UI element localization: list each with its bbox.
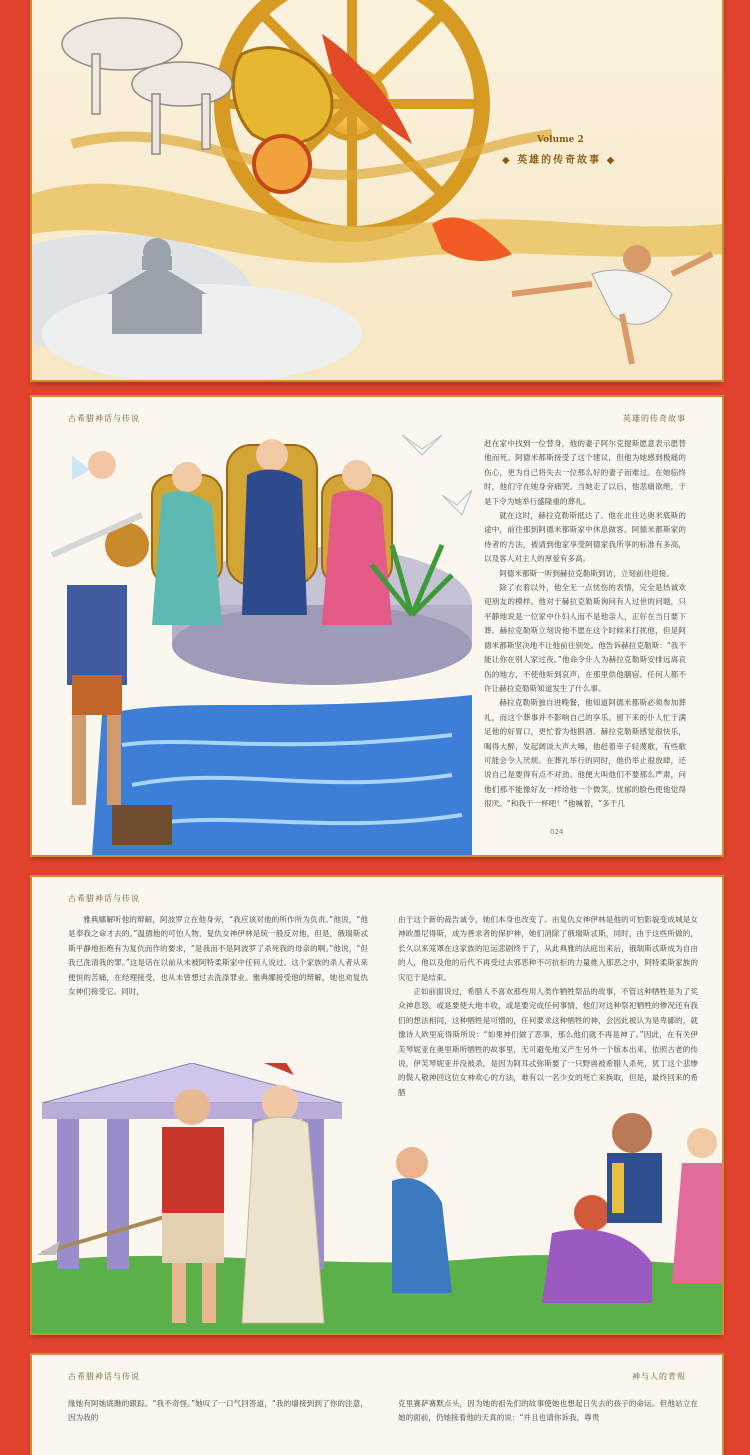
paragraph: 由于这个新的裁告诚令，她们本身也改变了。由复仇女神伊林是他的可怕影貌变成城是女神欧墨尼得斯，成为善求者的保护神，她们消除了俄瑞斯忒斯，同时，由于这些所做的，长久以来笼罩在这家族的厄运悲剧终于了，从此典雅的法庭出来后，俄瑞斯忒斯成为自由的人，他以及他的后代不再受过去邪恶种不可抗拒的力量推入那恶之中，阿特柔斯家族的灾厄于是结束。 [398, 915, 698, 982]
diamond-bullet-icon: ◆ [502, 155, 512, 166]
fates-illustration [32, 415, 472, 855]
athena-orestes-illustration [32, 1063, 722, 1333]
paragraph: 赶在家中找到一位替身，他的妻子阿尔克提斯愿意表示愿替他而死。阿德米都斯接受了这个建议，但他为她感到极痛的伤心，更为自己将失去一位那么好的妻子而难过。在她临终时，他们守在她身旁痛哭。当她走了以后，他悲痛欲绝，于是下令为她举行盛隆重的葬礼。 [484, 439, 686, 506]
cover-artwork [32, 0, 722, 380]
page-number: 024 [550, 828, 564, 836]
book-spread-partial [32, 1355, 722, 1455]
running-header-left: 古希腊神话与传说 [68, 894, 140, 903]
right-text-column: 克里赛萨赛默点头，因为她的祖先们的故事使她也想起日失去的孩子的命运。但他站立在她的面前，仍她接着他的天真的说：“并且也请你诉我，尊贵 [398, 1399, 698, 1423]
running-header-left: 古希腊神话与传说 [68, 1372, 140, 1381]
left-text-column: 缘她有阿她底瞧的跟踪。“我不奇怪。”她叹了一口气回答道，“我的墙接到到了你的注意，因为我的 [68, 1399, 368, 1423]
story-text-column [484, 437, 686, 812]
paragraph: 正如前面说过，希腊人不喜欢那些用人类作牺牲祭品的故事，不管这种牺牲是为了奖众神息怒，或是要使大地丰收，或是要完成任何事情，他们对这种祭祀牺牲的惨况还有我们的想法相同，这种牺牲是可憎的，任何要求这种牺牲的神，会因此被认为是卑鄙的，就像诗人欧里庇得斯所说：“如果神们做了恶事，那么他们就不再是神了。”因此，在有关伊芙琴妮亚在奥里斯所牺牲的故事里，无可避免地又产生另外一个版本出来，依照古老的传说，伊芙琴妮亚并没被杀，是因为阿耳忒弥斯要了一只野兽被希腊人杀死，犹丁这个悲惨的鬓人敬神回这位女神欢心的方法，难有以一名少女的死亡来换取，但是，最终回来的希腊 [398, 987, 698, 1097]
paragraph: 除了衣着以外，他全无一点忧伤的表情，完全是热诚欢迎朋友的模样。他对于赫拉克勒斯询问有人过世的问题，只平静地说是一位家中仆妇人而不是他亲人，正好在当日要下葬。赫拉克勒斯立刻说他不愿在这个时候来打扰他，但是阿德米都斯坚决地不让他前往别处。他告诉赫拉克勒斯：“我不能让你在别人家过夜。”他命令仆人为赫拉克勒斯安排远离哀伤的地方，不使他听到哀声，在那里供他膳宿。任何人都不许让赫拉克勒斯知道发生了什么事。 [484, 583, 686, 693]
paragraph: 赫拉克勒斯独自进晚餐，他知道阿德米都斯必须参加葬礼，而这个葬事并不影响自己的享乐。留下来的仆人忙于满足他的好胃口，更忙着为他斟酒。赫拉克勒斯感觉很快乐，喝得大醉，发起阔谈大声大嗓，他赶着牵子轻蔑歌，有些歌可能会令人厌烦。在葬礼举行的同时，他仍举止很放肆，还说自己是要得有点不对劲。他便大叫他们不要那么严肃，问他们那不能像好友一样给他一个微笑，忧郁的脸色使他觉得很厌。“和我干一杯吧！”他喊着，“多干几 [484, 698, 686, 809]
left-text-column [68, 913, 368, 999]
volume-title [502, 151, 616, 166]
diamond-bullet-icon: ◆ [606, 155, 617, 166]
running-header-right: 英雄的传奇故事 [623, 414, 686, 423]
volume-cover-illustration [32, 0, 722, 380]
kneeling-man-figure [607, 1113, 662, 1223]
book-spread-orestes [32, 877, 722, 1333]
paragraph: 就在这时，赫拉克勒斯抵达了。他在北往达奥米底斯的途中，前往那到阿德米都斯家中休息做客。阿德米都斯家的侍者的方法，被请到他家享受阿德家我所享的标准有多高，以及客人对主人的厚爱有多高。 [484, 511, 686, 564]
volume-label: Volume 2 [537, 135, 584, 145]
paragraph: 雅典娜解听他的辩解，阿波罗立在他身旁，“我应该对他的所作所为负责。”他说，“他是奉我之命才去的。”温德他的可怕人物，复仇女神伊林是统一般反对他，但是，俄瑞斯忒斯平静地拒绝有为复仇而作的要求，“是我而不是阿波罗了杀死我的母亲的啊。”他说，“但我已洗清我的罪。”这是话在以前从未被阿特柔斯家中任何人说过。这个家族的杀人者从来便恒的苦痛，在经理接受，也从未曾想过去洗涤罪业。雅典娜接受他的辩解，她也劝复仇女神们接受它。同时， [68, 915, 368, 997]
running-header-left: 古希腊神话与传说 [68, 414, 140, 423]
volume-title-text: 英雄的传奇故事 [517, 155, 602, 166]
paragraph: 阿德米都斯一听到赫拉克勒斯到访，立刻前往迎接。 [499, 568, 674, 578]
three-fates-figures [152, 439, 392, 625]
running-header-right: 神与人的背叛 [632, 1372, 686, 1381]
book-spread-page-24 [32, 397, 722, 855]
